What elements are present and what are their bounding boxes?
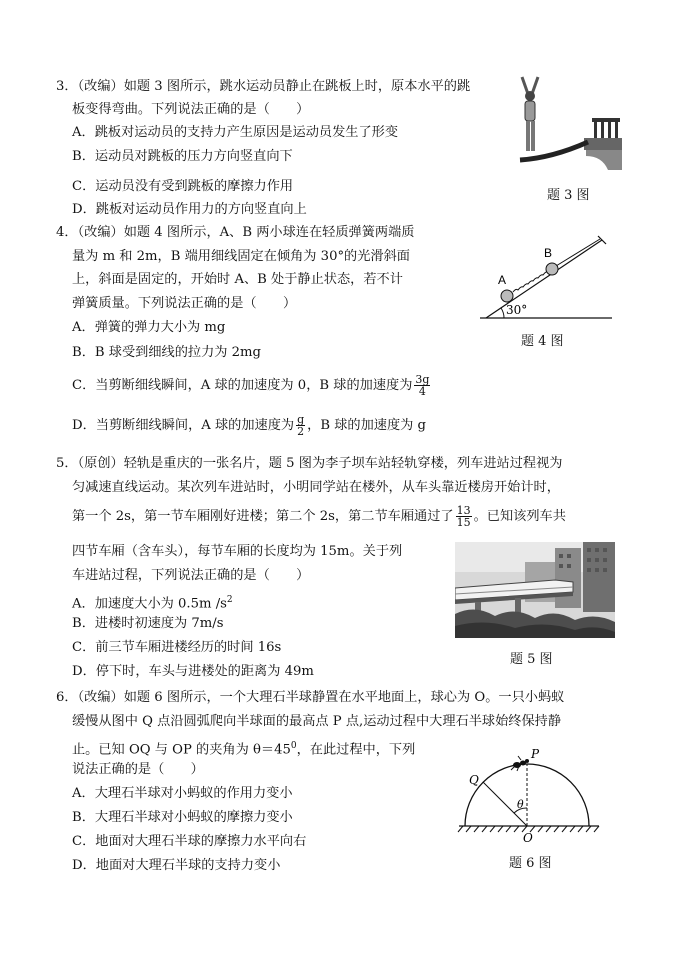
q4-line-1: 4．（改编）如题 4 图所示，A、B 两小球连在轻质弹簧两端质 <box>56 225 415 240</box>
q3-option-b: B．运动员对跳板的压力方向竖直向下 <box>72 149 293 164</box>
q5-line-3-fraction: $\frac{13}{15}$ <box>456 504 471 529</box>
q6-line-3: 止。已知 OQ 与 OP 的夹角为 $\theta=45^0$，在此过程中，下列 <box>72 741 416 758</box>
q3-option-d: D．跳板对运动员作用力的方向竖直向上 <box>72 202 307 217</box>
q5-line-5: 车进站过程，下列说法正确的是（ ） <box>72 568 310 583</box>
q4-option-d-fraction: $\frac{g}{2}$ <box>297 413 305 438</box>
q3-option-c: C．运动员没有受到跳板的摩擦力作用 <box>72 179 294 194</box>
q5-line-3-text-a: 第一个 2s，第一节车厢刚好进楼；第二个 2s，第二节车厢通过了 <box>72 509 454 524</box>
q4-figure-caption: 题 4 图 <box>521 334 564 349</box>
q6-figure-caption: 题 6 图 <box>509 856 552 871</box>
q3-option-a: A．跳板对运动员的支持力产生原因是运动员发生了形变 <box>72 125 399 140</box>
q6-line-4: 说法正确的是（ ） <box>72 762 204 777</box>
q4-option-d <box>72 414 426 437</box>
q5-option-b: B．进楼时初速度为 7m/s <box>72 616 224 631</box>
q6-label-theta: θ <box>517 798 524 811</box>
q5-option-c: C．前三节车厢进楼经历的时间 16s <box>72 640 282 655</box>
q5-line-2: 匀减速直线运动。某次列车进站时，小明同学站在楼外，从车头靠近楼房开始计时， <box>72 480 560 495</box>
q5-line-1: 5．（原创）轻轨是重庆的一张名片，题 5 图为李子坝车站轻轨穿楼，列车进站过程视为 <box>56 456 563 471</box>
q6-label-o: O <box>523 831 533 844</box>
q4-label-a: A <box>498 273 507 287</box>
q5-line-3-text-b: 。已知该列车共 <box>473 509 566 524</box>
q3-figure-diver <box>512 74 622 174</box>
q6-line-2: 缓慢从图中 Q 点沿圆弧爬向半球面的最高点 P 点,运动过程中大理石半球始终保持静 <box>72 714 562 729</box>
q5-line-4: 四节车厢（含车头），每节车厢的长度均为 15m。关于列 <box>72 544 403 559</box>
q4-option-b: B．B 球受到细线的拉力为 2mg <box>72 345 261 360</box>
q6-label-p: P <box>531 747 540 761</box>
q3-line-1: 3．（改编）如题 3 图所示，跳水运动员静止在跳板上时，原本水平的跳 <box>56 79 471 94</box>
q4-label-angle: 30° <box>506 303 528 317</box>
q4-option-c <box>72 374 432 397</box>
q6-option-c: C．地面对大理石半球的摩擦力水平向右 <box>72 834 307 849</box>
q4-figure-incline <box>478 226 616 322</box>
q3-line-2: 板变得弯曲。下列说法正确的是（ ） <box>72 102 310 117</box>
q4-line-2: 量为 m 和 2m，B 端用细线固定在倾角为 30°的光滑斜面 <box>72 249 410 264</box>
q5-line-3 <box>72 505 566 528</box>
q5-figure-monorail-photo <box>455 542 615 638</box>
q6-line-1: 6．（改编）如题 6 图所示，一个大理石半球静置在水平地面上，球心为 O。一只小蚂蚁 <box>56 690 565 705</box>
q4-option-c-text: C．当剪断细线瞬间，A 球的加速度为 0，B 球的加速度为 <box>72 378 413 393</box>
q5-option-d: D．停下时，车头与进楼处的距离为 49m <box>72 664 314 679</box>
q6-label-q: Q <box>469 773 479 787</box>
q3-figure-caption: 题 3 图 <box>547 188 590 203</box>
q4-line-4: 弹簧质量。下列说法正确的是（ ） <box>72 296 297 311</box>
q6-figure-hemisphere <box>455 744 603 844</box>
q4-option-a: A．弹簧的弹力大小为 mg <box>72 320 226 335</box>
q4-option-c-fraction: $\frac{3g}{4}$ <box>415 373 430 398</box>
q6-option-b: B．大理石半球对小蚂蚁的摩擦力变小 <box>72 810 293 825</box>
q6-option-a: A．大理石半球对小蚂蚁的作用力变小 <box>72 786 293 801</box>
q5-option-a: A．加速度大小为 0.5m $/s^2$ <box>72 595 233 612</box>
q4-option-d-text-b: ，B 球的加速度为 g <box>307 418 426 433</box>
q6-option-d: D．地面对大理石半球的支持力变小 <box>72 858 281 873</box>
q4-option-d-text-a: D．当剪断细线瞬间，A 球的加速度为 <box>72 418 295 433</box>
q4-label-b: B <box>544 246 553 260</box>
q5-figure-caption: 题 5 图 <box>510 652 553 667</box>
q4-line-3: 上，斜面是固定的，开始时 A、B 处于静止状态，若不计 <box>72 272 403 287</box>
